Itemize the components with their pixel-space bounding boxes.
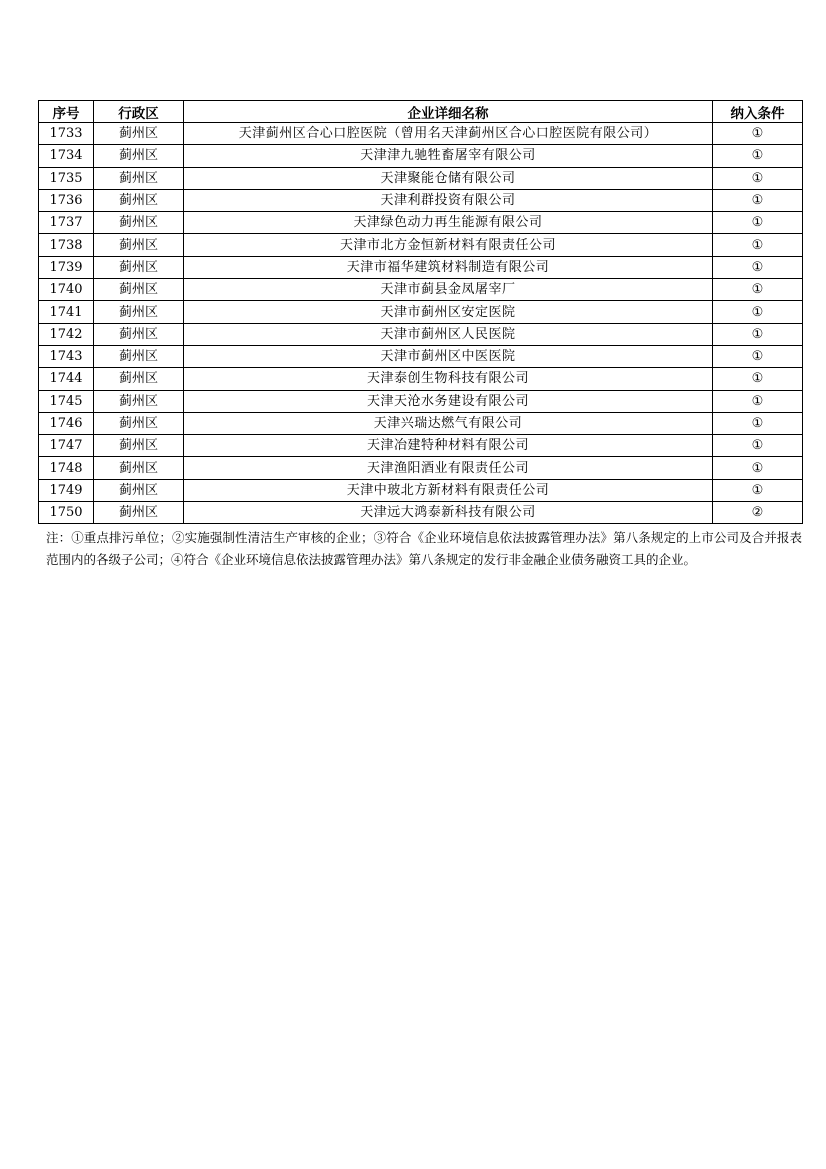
cell-name: 天津天沧水务建设有限公司 [184, 390, 713, 412]
cell-name: 天津市蓟县金凤屠宰厂 [184, 279, 713, 301]
cell-no: 1733 [39, 123, 94, 145]
cell-district: 蓟州区 [94, 256, 184, 278]
table-row [39, 390, 803, 412]
cell-name: 天津市北方金恒新材料有限责任公司 [184, 234, 713, 256]
cell-district: 蓟州区 [94, 502, 184, 524]
cell-condition: ① [713, 145, 803, 167]
header-name: 企业详细名称 [184, 101, 713, 123]
cell-no: 1737 [39, 212, 94, 234]
table-header [39, 101, 803, 123]
cell-condition: ① [713, 279, 803, 301]
cell-name: 天津聚能仓储有限公司 [184, 167, 713, 189]
cell-district: 蓟州区 [94, 390, 184, 412]
cell-district: 蓟州区 [94, 412, 184, 434]
cell-district: 蓟州区 [94, 345, 184, 367]
cell-name: 天津远大鸿泰新科技有限公司 [184, 502, 713, 524]
cell-condition: ① [713, 412, 803, 434]
cell-no: 1734 [39, 145, 94, 167]
enterprise-table [38, 100, 803, 524]
cell-condition: ① [713, 256, 803, 278]
cell-condition: ① [713, 390, 803, 412]
cell-name: 天津渔阳酒业有限责任公司 [184, 457, 713, 479]
cell-no: 1742 [39, 323, 94, 345]
cell-condition: ① [713, 234, 803, 256]
table-row [39, 189, 803, 211]
cell-district: 蓟州区 [94, 234, 184, 256]
cell-name: 天津市福华建筑材料制造有限公司 [184, 256, 713, 278]
header-row [39, 101, 803, 123]
cell-no: 1749 [39, 479, 94, 501]
cell-no: 1750 [39, 502, 94, 524]
cell-district: 蓟州区 [94, 457, 184, 479]
cell-no: 1738 [39, 234, 94, 256]
cell-no: 1744 [39, 368, 94, 390]
cell-no: 1747 [39, 435, 94, 457]
header-district: 行政区 [94, 101, 184, 123]
cell-district: 蓟州区 [94, 479, 184, 501]
cell-condition: ① [713, 189, 803, 211]
table-row [39, 256, 803, 278]
cell-condition: ② [713, 502, 803, 524]
cell-no: 1743 [39, 345, 94, 367]
cell-condition: ① [713, 167, 803, 189]
cell-condition: ① [713, 368, 803, 390]
cell-no: 1748 [39, 457, 94, 479]
cell-district: 蓟州区 [94, 368, 184, 390]
cell-condition: ① [713, 301, 803, 323]
cell-district: 蓟州区 [94, 323, 184, 345]
cell-no: 1736 [39, 189, 94, 211]
table-row [39, 345, 803, 367]
table-row [39, 457, 803, 479]
cell-no: 1735 [39, 167, 94, 189]
cell-district: 蓟州区 [94, 212, 184, 234]
header-no: 序号 [39, 101, 94, 123]
cell-no: 1746 [39, 412, 94, 434]
table-row [39, 435, 803, 457]
cell-name: 天津蓟州区合心口腔医院（曾用名天津蓟州区合心口腔医院有限公司） [184, 123, 713, 145]
cell-name: 天津绿色动力再生能源有限公司 [184, 212, 713, 234]
cell-name: 天津市蓟州区人民医院 [184, 323, 713, 345]
cell-name: 天津中玻北方新材料有限责任公司 [184, 479, 713, 501]
header-condition: 纳入条件 [713, 101, 803, 123]
cell-condition: ① [713, 345, 803, 367]
table-row [39, 502, 803, 524]
table-row [39, 212, 803, 234]
cell-name: 天津利群投资有限公司 [184, 189, 713, 211]
table-row [39, 234, 803, 256]
cell-district: 蓟州区 [94, 435, 184, 457]
table-row [39, 167, 803, 189]
cell-no: 1745 [39, 390, 94, 412]
table-row [39, 145, 803, 167]
table-row [39, 301, 803, 323]
table-row [39, 412, 803, 434]
cell-condition: ① [713, 457, 803, 479]
cell-no: 1739 [39, 256, 94, 278]
cell-no: 1741 [39, 301, 94, 323]
footnote: 注：①重点排污单位；②实施强制性清洁生产审核的企业；③符合《企业环境信息依法披露管理办法》第八条规定的上市公司及合并报表范围内的各级子公司；④符合《企业环境信息依法披露管理办法》第八条规定的发行非金融企业债务融资工具的企业。 [46, 530, 802, 567]
table-row [39, 479, 803, 501]
cell-condition: ① [713, 479, 803, 501]
table-row [39, 279, 803, 301]
cell-name: 天津冶建特种材料有限公司 [184, 435, 713, 457]
table-row [39, 123, 803, 145]
cell-name: 天津市蓟州区安定医院 [184, 301, 713, 323]
table-row [39, 323, 803, 345]
cell-district: 蓟州区 [94, 301, 184, 323]
cell-district: 蓟州区 [94, 123, 184, 145]
cell-district: 蓟州区 [94, 167, 184, 189]
table-body [39, 123, 803, 524]
cell-name: 天津市蓟州区中医医院 [184, 345, 713, 367]
cell-condition: ① [713, 123, 803, 145]
cell-condition: ① [713, 212, 803, 234]
cell-condition: ① [713, 323, 803, 345]
cell-district: 蓟州区 [94, 279, 184, 301]
cell-district: 蓟州区 [94, 189, 184, 211]
cell-no: 1740 [39, 279, 94, 301]
cell-name: 天津泰创生物科技有限公司 [184, 368, 713, 390]
cell-name: 天津兴瑞达燃气有限公司 [184, 412, 713, 434]
cell-name: 天津津九驰牲畜屠宰有限公司 [184, 145, 713, 167]
cell-district: 蓟州区 [94, 145, 184, 167]
cell-condition: ① [713, 435, 803, 457]
table-row [39, 368, 803, 390]
